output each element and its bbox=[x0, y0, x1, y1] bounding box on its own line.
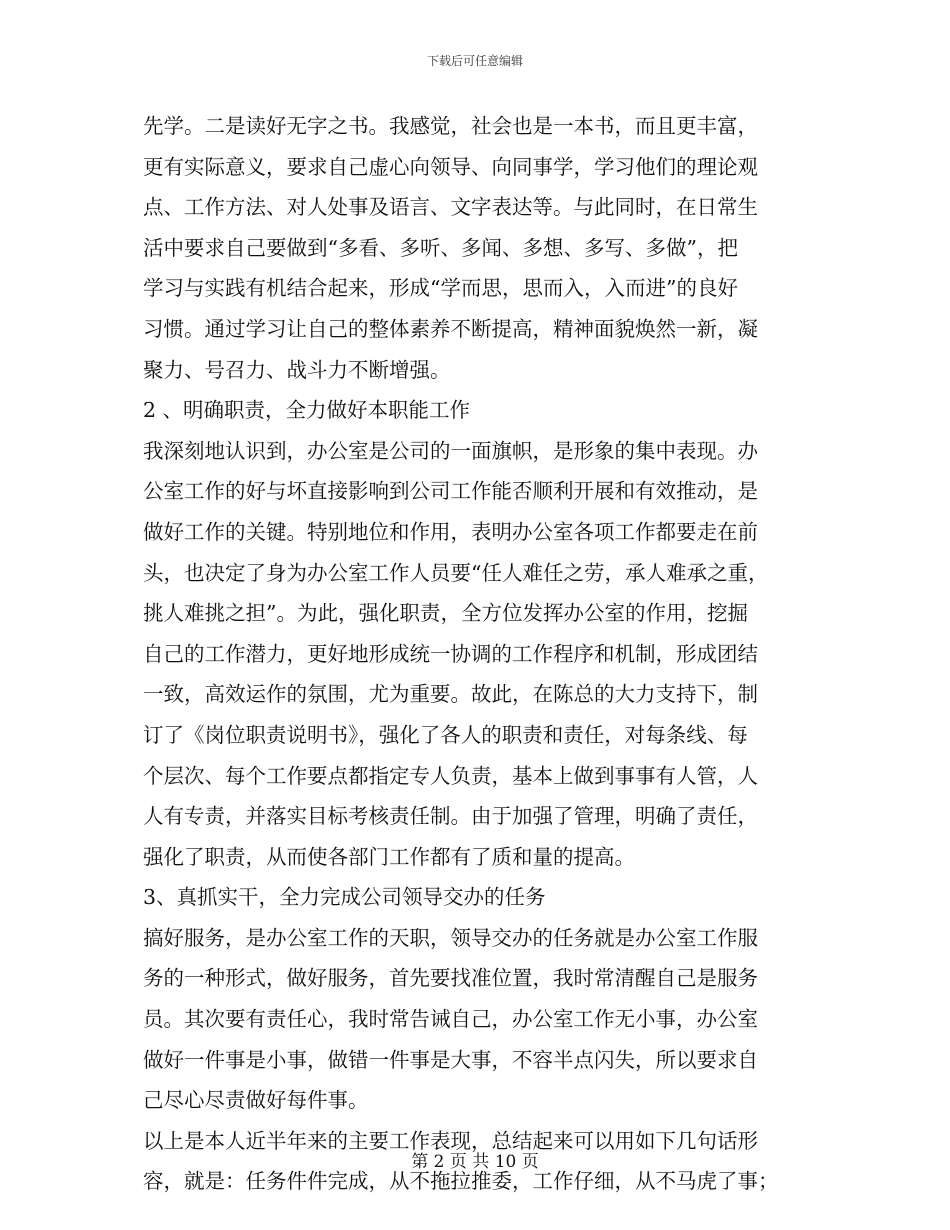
text-line: 强化了职责，从而使各部门工作都有了质和量的提高。 bbox=[143, 844, 635, 869]
text-line: 务的一种形式，做好服务，首先要找准位置，我时常清醒自己是服务 bbox=[143, 966, 758, 991]
text-line: 订了《岗位职责说明书》，强化了各人的职责和责任，对每条线、每 bbox=[143, 722, 748, 747]
text-line: 习惯。通过学习让自己的整体素养不断提高，精神面貌焕然一新，凝 bbox=[143, 316, 758, 341]
text-line: 更有实际意义，要求自己虚心向领导、向同事学，学习他们的理论观 bbox=[143, 154, 758, 179]
header-note: 下载后可任意编辑 bbox=[426, 54, 523, 68]
document-body bbox=[143, 106, 808, 1202]
text-line: 挑人难挑之担”。为此，强化职责，全方位发挥办公室的作用，挖掘 bbox=[143, 601, 748, 626]
text-line: 我深刻地认识到，办公室是公司的一面旗帜，是形象的集中表现。办 bbox=[143, 438, 758, 463]
text-line: 活中要求自己要做到“多看、多听、多闻、多想、多写、多做”，把 bbox=[143, 235, 738, 260]
text-line: 己尽心尽责做好每件事。 bbox=[143, 1088, 369, 1113]
text-line: 员。其次要有责任心，我时常告诫自己，办公室工作无小事，办公室 bbox=[143, 1007, 758, 1032]
text-line: 学习与实践有机结合起来，形成“学而思，思而入，入而进”的良好 bbox=[143, 276, 738, 301]
text-line: 点、工作方法、对人处事及语言、文字表达等。与此同时，在日常生 bbox=[143, 195, 758, 220]
page-number-footer: 第 2 页 共 10 页 bbox=[411, 1152, 539, 1172]
text-line: 自己的工作潜力，更好地形成统一协调的工作程序和机制，形成团结 bbox=[143, 641, 758, 666]
text-line: 公室工作的好与坏直接影响到公司工作能否顺利开展和有效推动，是 bbox=[143, 479, 758, 504]
text-line: 做好工作的关键。特别地位和作用，表明办公室各项工作都要走在前 bbox=[143, 519, 758, 544]
text-line: 容，就是：任务件件完成，从不拖拉推委，工作仔细，从不马虎了事； bbox=[143, 1169, 779, 1194]
text-line: 人有专责，并落实目标考核责任制。由于加强了管理，明确了责任， bbox=[143, 804, 758, 829]
text-line: 个层次、每个工作要点都指定专人负责，基本上做到事事有人管，人 bbox=[143, 763, 758, 788]
text-line: 以上是本人近半年来的主要工作表现，总结起来可以用如下几句话形 bbox=[143, 1128, 758, 1153]
section-heading: 2 、明确职责，全力做好本职能工作 bbox=[143, 398, 471, 423]
section-heading: 3、真抓实干，全力完成公司领导交办的任务 bbox=[143, 885, 546, 910]
text-line: 一致，高效运作的氛围，尤为重要。故此，在陈总的大力支持下，制 bbox=[143, 682, 758, 707]
text-line: 先学。二是读好无字之书。我感觉，社会也是一本书，而且更丰富， bbox=[143, 114, 758, 138]
text-line: 搞好服务，是办公室工作的天职，领导交办的任务就是办公室工作服 bbox=[143, 925, 758, 950]
text-line: 头，也决定了身为办公室工作人员要“任人难任之劳，承人难承之重， bbox=[143, 560, 769, 585]
text-line: 聚力、号召力、战斗力不断增强。 bbox=[143, 357, 451, 382]
text-line: 做好一件事是小事，做错一件事是大事，不容半点闪失，所以要求自 bbox=[143, 1047, 758, 1072]
